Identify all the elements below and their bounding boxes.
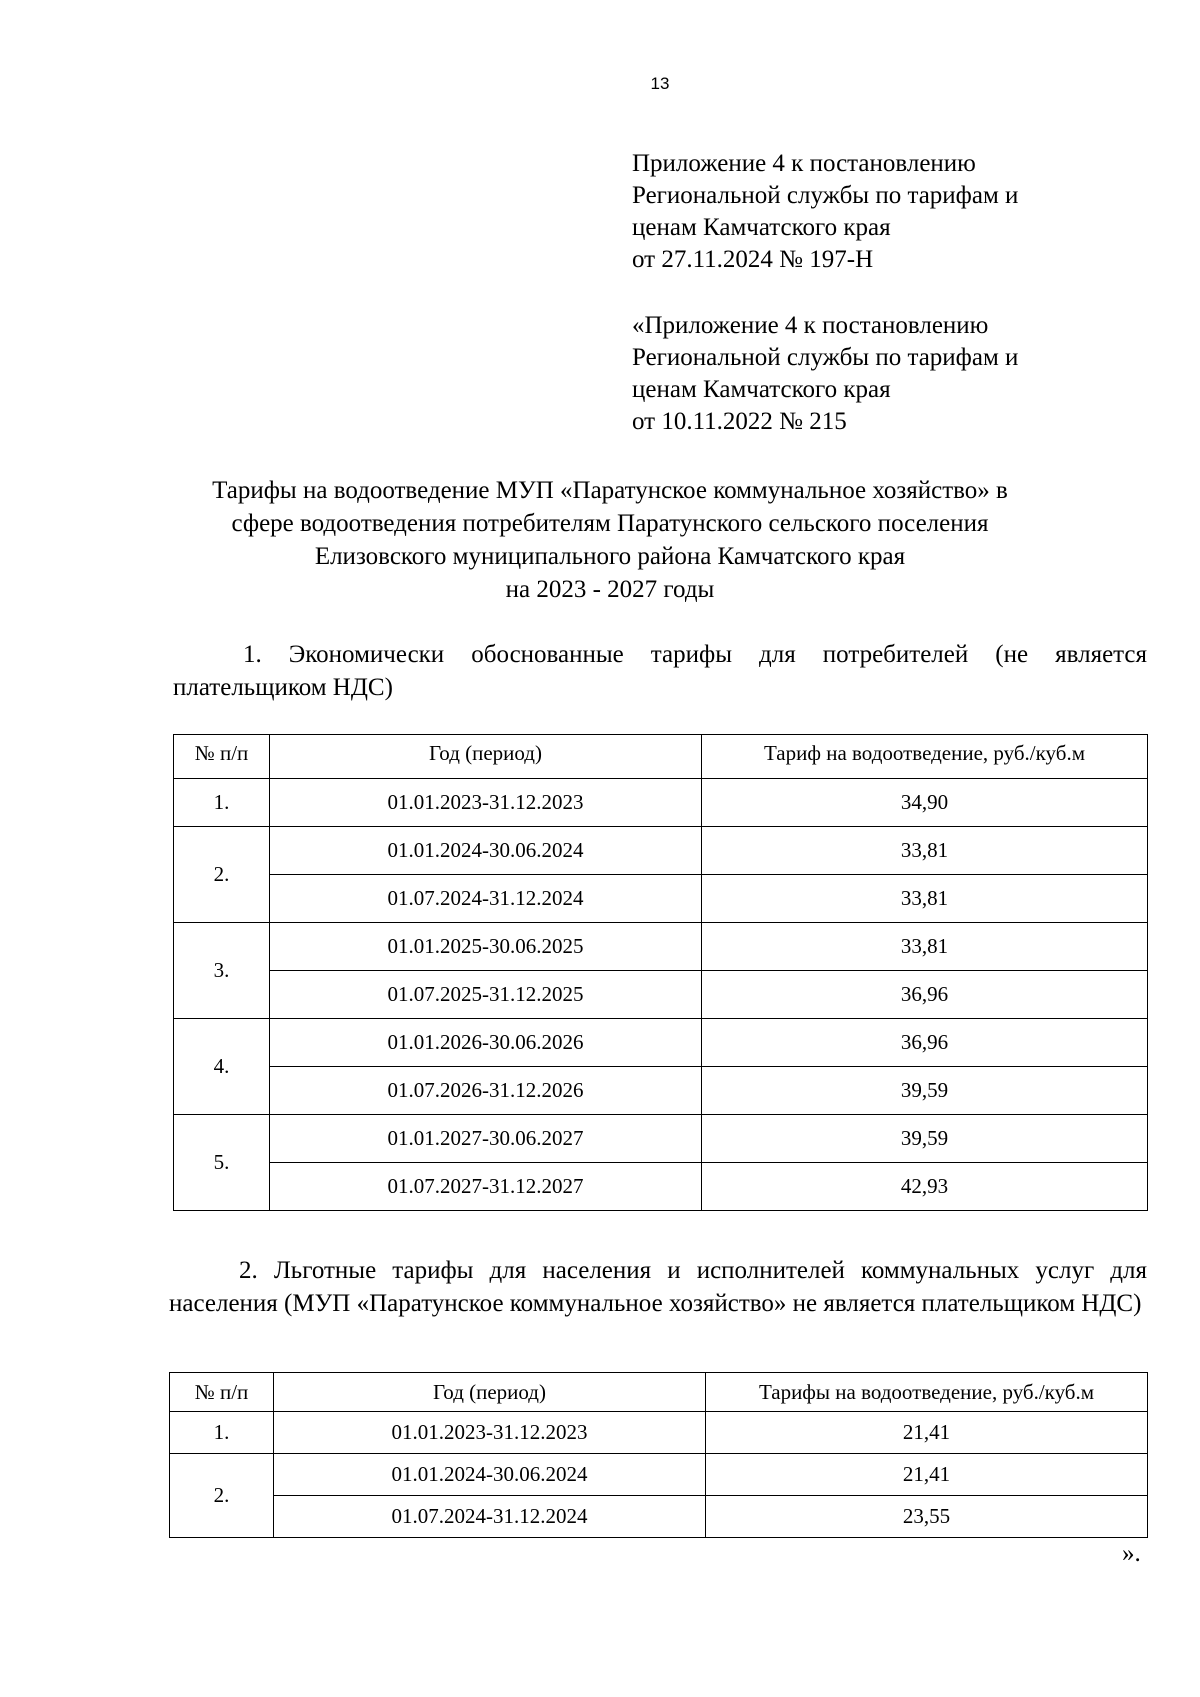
row-number: 2. [170, 1454, 274, 1538]
tariff-cell: 39,59 [702, 1067, 1148, 1115]
column-header-tariff: Тарифы на водоотведение, руб./куб.м [706, 1373, 1148, 1412]
table-row [174, 1067, 1148, 1115]
tariff-cell: 21,41 [706, 1412, 1148, 1454]
table-row [170, 1412, 1148, 1454]
period-cell: 01.07.2025-31.12.2025 [270, 971, 702, 1019]
row-number: 2. [174, 827, 270, 923]
appendix-line: от 10.11.2022 № 215 [632, 408, 847, 435]
economic-tariffs-table [173, 734, 1148, 1211]
tariff-cell: 21,41 [706, 1454, 1148, 1496]
tariff-cell: 33,81 [702, 875, 1148, 923]
appendix-line: от 27.11.2024 № 197-Н [632, 246, 874, 273]
table-row [174, 971, 1148, 1019]
period-cell: 01.01.2025-30.06.2025 [270, 923, 702, 971]
appendix-line: Приложение 4 к постановлению [632, 150, 976, 177]
tariff-cell: 36,96 [702, 971, 1148, 1019]
table-row [174, 1115, 1148, 1163]
section-1-heading: 1. Экономически обоснованные тарифы для потребителей (не является плательщиком НДС) [173, 641, 1147, 701]
table-row [170, 1496, 1148, 1538]
section-2-heading: 2. Льготные тарифы для населения и исполнителей коммунальных услуг для населения (МУП «Паратунское коммунальное хозяйство» не является плательщиком НДС) [169, 1257, 1147, 1317]
title-line: сфере водоотведения потребителям Паратунского сельского поселения [231, 510, 989, 537]
title-line: Тарифы на водоотведение МУП «Паратунское коммунальное хозяйство» в [212, 477, 1008, 504]
column-header-period: Год (период) [274, 1373, 706, 1412]
period-cell: 01.01.2026-30.06.2026 [270, 1019, 702, 1067]
period-cell: 01.01.2024-30.06.2024 [274, 1454, 706, 1496]
period-cell: 01.01.2023-31.12.2023 [274, 1412, 706, 1454]
appendix-line: «Приложение 4 к постановлению [632, 312, 989, 339]
title-line: на 2023 - 2027 годы [505, 576, 715, 603]
column-header-tariff: Тариф на водоотведение, руб./куб.м [702, 735, 1148, 779]
appendix-line: Региональной службы по тарифам и [632, 344, 1019, 371]
row-number: 3. [174, 923, 270, 1019]
column-header-number: № п/п [174, 735, 270, 779]
closing-quote-mark: ». [1122, 1540, 1141, 1567]
tariff-cell: 33,81 [702, 827, 1148, 875]
table-row [174, 827, 1148, 875]
tariff-cell: 34,90 [702, 779, 1148, 827]
row-number: 4. [174, 1019, 270, 1115]
table-row [174, 923, 1148, 971]
period-cell: 01.07.2026-31.12.2026 [270, 1067, 702, 1115]
period-cell: 01.01.2024-30.06.2024 [270, 827, 702, 875]
table-row [174, 1163, 1148, 1211]
table-header-row [174, 735, 1148, 779]
row-number: 1. [170, 1412, 274, 1454]
period-cell: 01.01.2023-31.12.2023 [270, 779, 702, 827]
title-line: Елизовского муниципального района Камчатского края [314, 543, 906, 570]
row-number: 1. [174, 779, 270, 827]
tariff-cell: 36,96 [702, 1019, 1148, 1067]
column-header-period: Год (период) [270, 735, 702, 779]
preferential-tariffs-table [169, 1372, 1148, 1538]
tariff-cell: 33,81 [702, 923, 1148, 971]
table-header-row [170, 1373, 1148, 1412]
table-row [174, 779, 1148, 827]
tariff-cell: 39,59 [702, 1115, 1148, 1163]
column-header-number: № п/п [170, 1373, 274, 1412]
period-cell: 01.07.2027-31.12.2027 [270, 1163, 702, 1211]
table-row [174, 875, 1148, 923]
appendix-line: ценам Камчатского края [632, 376, 891, 403]
appendix-reference-current [632, 148, 1018, 276]
table-row [170, 1454, 1148, 1496]
period-cell: 01.07.2024-31.12.2024 [274, 1496, 706, 1538]
tariff-cell: 23,55 [706, 1496, 1148, 1538]
page-number: 13 [650, 74, 670, 93]
appendix-line: ценам Камчатского края [632, 214, 891, 241]
period-cell: 01.01.2027-30.06.2027 [270, 1115, 702, 1163]
row-number: 5. [174, 1115, 270, 1211]
period-cell: 01.07.2024-31.12.2024 [270, 875, 702, 923]
table-row [174, 1019, 1148, 1067]
tariff-cell: 42,93 [702, 1163, 1148, 1211]
appendix-line: Региональной службы по тарифам и [632, 182, 1019, 209]
document-title [140, 474, 1080, 606]
appendix-reference-previous [632, 310, 1018, 438]
